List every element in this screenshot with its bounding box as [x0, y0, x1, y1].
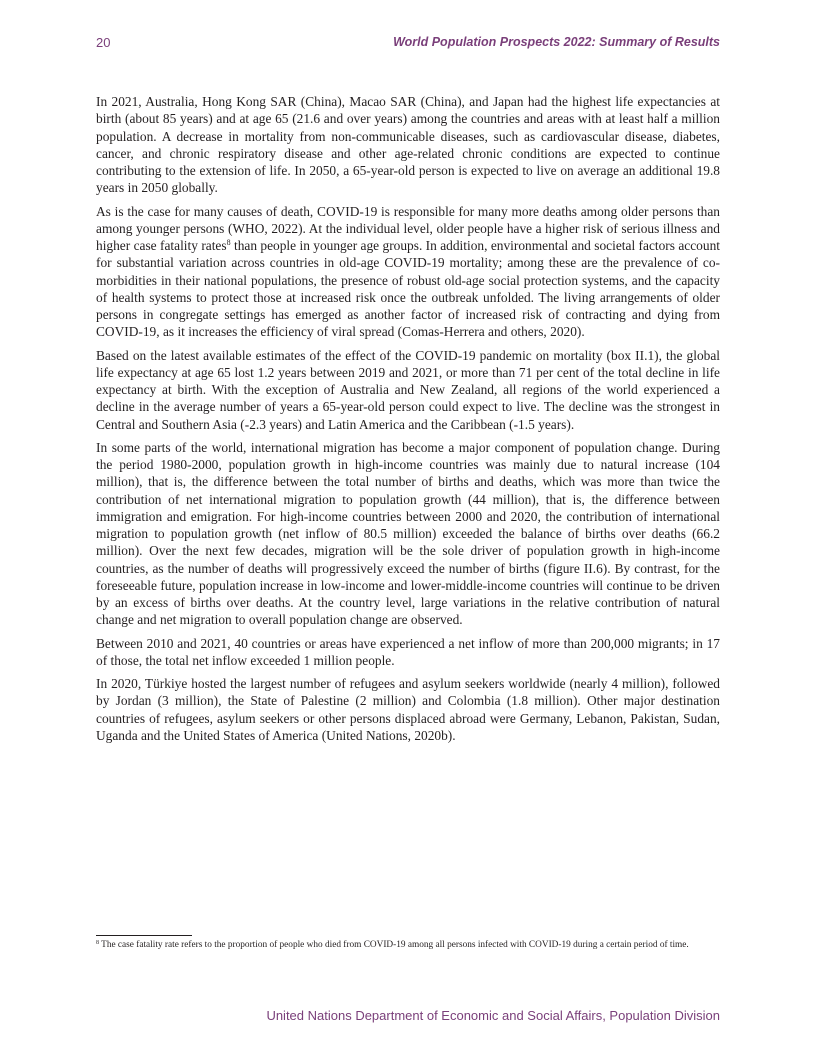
paragraph-text: As is the case for many causes of death, COVID-19 is responsible for many more deaths among older persons than among younger persons (WHO, 2022). At the individual level, older people have a higher risk of serious illness and higher case fatality rates: [96, 203, 720, 253]
paragraph-covid-older-persons: [96, 203, 720, 341]
page-number: 20: [96, 35, 111, 50]
paragraph-text: than people in younger age groups. In addition, environmental and societal factors account for substantial variation across countries in old-age COVID-19 mortality; among these are the prevalence of co-morbidities in their national populations, the presence of robust old-age social protection systems, and the capacity of health systems to protect those at increased risk once the outbreak unfolded. The living arrangements of older persons in congregate settings has emerged as another factor of increased risk of contracting and dying from COVID-19, as it increases the efficiency of viral spread (Comas-Herrera and others, 2020).: [96, 238, 720, 340]
footnote-marker: 8: [96, 940, 99, 946]
paragraph-refugees: In 2020, Türkiye hosted the largest number of refugees and asylum seekers worldwide (nearly 4 million), followed by Jordan (3 million), the State of Palestine (2 million) and Colombia (1.8 million). Other major destination countries of refugees, asylum seekers or other persons displaced abroad were Germany, Lebanon, Pakistan, Sudan, Uganda and the United States of America (United Nations, 2020b).: [96, 676, 720, 743]
footnote-reference[interactable]: 8: [226, 238, 231, 247]
paragraph-life-expectancy: In 2021, Australia, Hong Kong SAR (China), Macao SAR (China), and Japan had the highest life expectancies at birth (about 85 years) and at age 65 (21.6 and over years) among the countries and areas with at least half a million population. A decrease in mortality from non-communicable diseases, such as cardiovascular disease, diabetes, cancer, and chronic respiratory disease and other age-related chronic conditions are expected to continue contributing to the extension of life. In 2050, a 65-year-old person is expected to live on average an additional 19.8 years in 2050 globally.: [96, 94, 720, 196]
paragraph-net-inflow: Between 2010 and 2021, 40 countries or areas have experienced a net inflow of more than 200,000 migrants; in 17 of those, the total net inflow exceeded 1 million people.: [96, 635, 720, 668]
running-header-title: World Population Prospects 2022: Summary of Results: [393, 35, 720, 49]
body-text: [96, 93, 720, 750]
paragraph-covid-mortality-estimates: Based on the latest available estimates of the effect of the COVID-19 pandemic on mortality (box II.1), the global life expectancy at age 65 lost 1.2 years between 2019 and 2021, or more than 71 per cent of the total decline in life expectancy at birth. With the exception of Australia and New Zealand, all regions of the world experienced a decline in the average number of years a 65-year-old person could expect to live. The decline was the strongest in Central and Southern Asia (-2.3 years) and Latin America and the Caribbean (-1.5 years).: [96, 347, 720, 432]
footnote-text: The case fatality rate refers to the proportion of people who died from COVID-19 among all persons infected with COVID-19 during a certain period of time.: [99, 940, 689, 950]
footnote: [96, 939, 720, 951]
paragraph-international-migration: In some parts of the world, international migration has become a major component of population change. During the period 1980-2000, population growth in high-income countries was mainly due to natural increase (104 million), that is, the difference between the total number of births and deaths, which was more than twice the contribution of net international migration to population growth (44 million), that is, the difference between immigration and emigration. For high-income countries between 2000 and 2020, the contribution of international migration to population growth (net inflow of 80.5 million) exceeded the balance of births over deaths (66.2 million). Over the next few decades, migration will be the sole driver of population growth in high-income countries, as the number of deaths will progressively exceed the number of births (figure II.6). By contrast, for the foreseeable future, population increase in low-income and lower-middle-income countries will continue to be driven by an excess of births over deaths. At the country level, large variations in the relative contribution of natural change and net migration to overall population change are observed.: [96, 439, 720, 628]
footnote-divider: [96, 935, 192, 936]
page-footer: United Nations Department of Economic and Social Affairs, Population Division: [266, 1008, 720, 1023]
